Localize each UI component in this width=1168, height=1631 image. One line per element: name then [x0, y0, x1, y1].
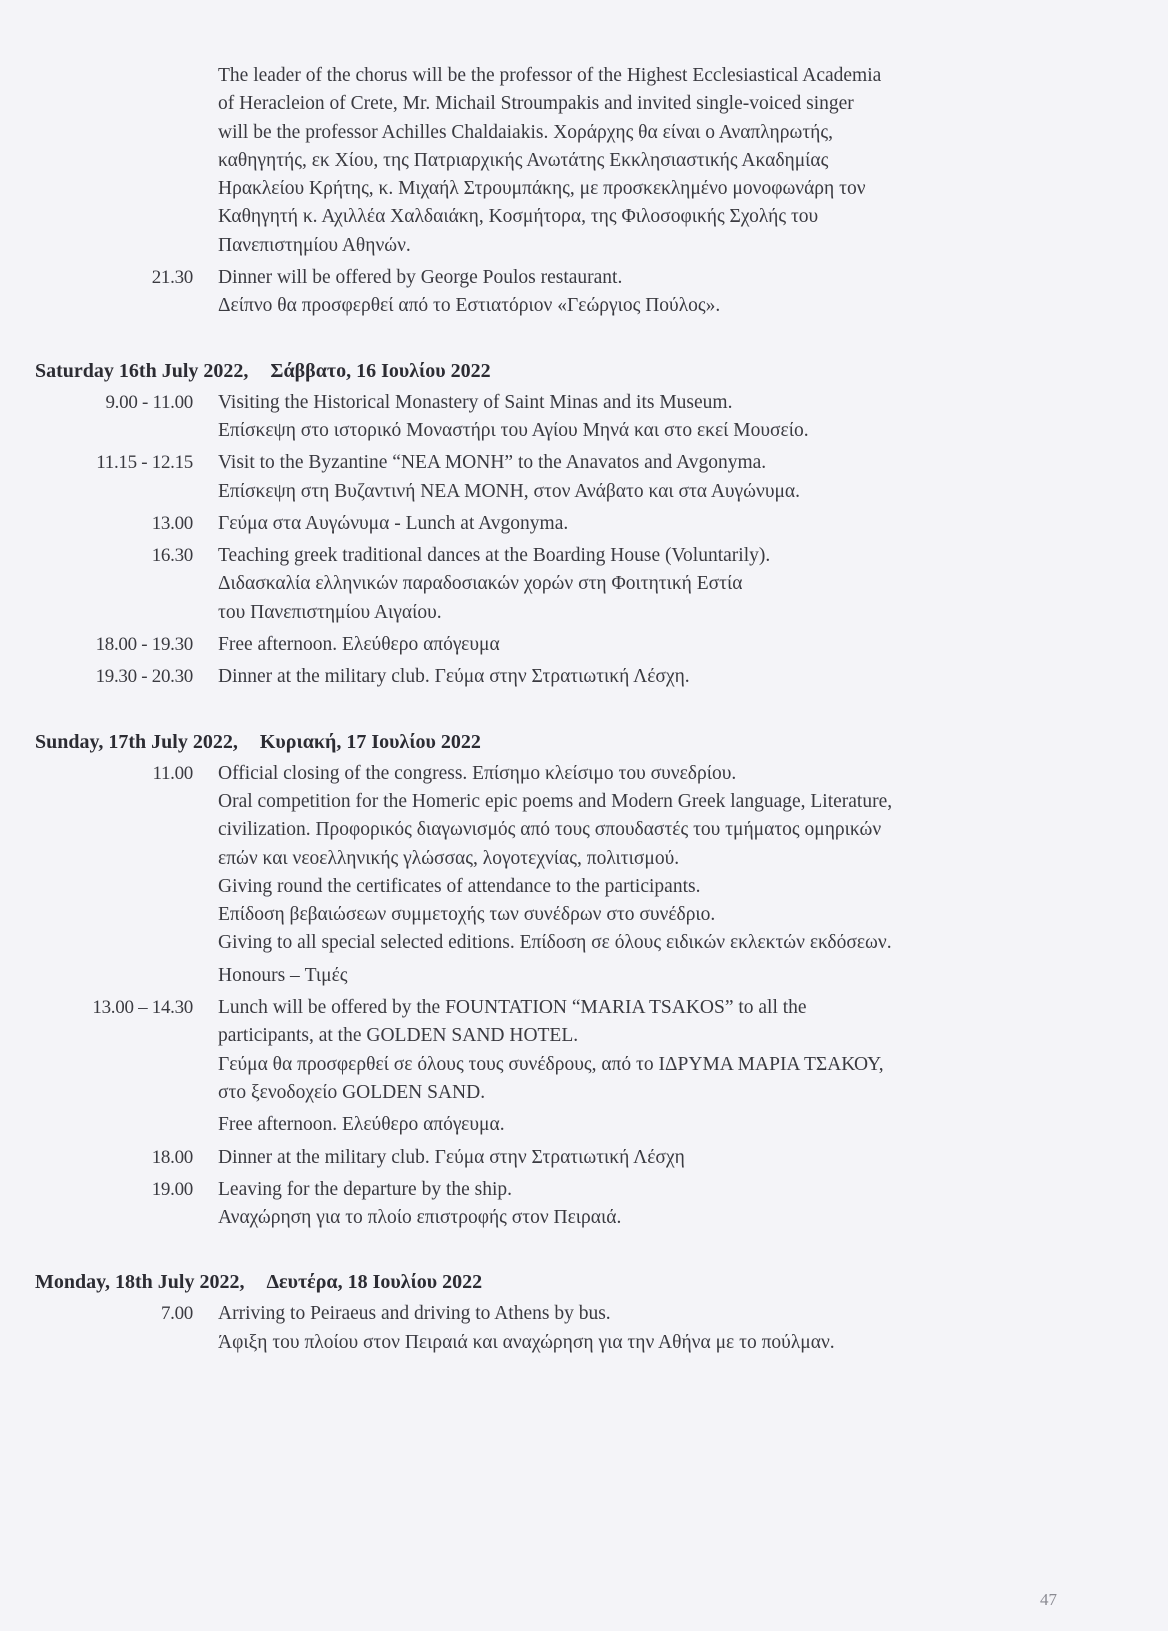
entry-line: Official closing of the congress. Επίσημο κλείσιμο του συνεδρίου. [218, 762, 737, 784]
day-heading-en: Sunday, 17th July 2022, [35, 730, 238, 753]
day-heading-en: Saturday 16th July 2022, [35, 359, 249, 382]
day-section [0, 357, 1168, 692]
entry-line: Honours – Τιμές [218, 964, 348, 986]
day-section [0, 62, 1168, 321]
entry-line: Visit to the Byzantine “NEA MONH” to the Anavatos and Avgonyma. [218, 452, 767, 474]
entry-time: 9.00 - 11.00 [105, 391, 193, 413]
entry-description [218, 62, 1098, 260]
entry-line: Visiting the Historical Monastery of Saint Minas and its Museum. [218, 391, 733, 413]
day-heading [35, 1268, 1168, 1296]
entry-time: 13.00 [151, 512, 193, 534]
entry-time [0, 962, 193, 990]
day-heading-en: Monday, 18th July 2022, [35, 1271, 245, 1294]
entry-line: στο ξενοδοχείο GOLDEN SAND. [218, 1081, 486, 1103]
schedule-entry [0, 62, 1168, 260]
entry-line: Oral competition for the Homeric epic poems and Modern Greek language, Literature, [218, 790, 893, 812]
schedule-entry [0, 542, 1168, 627]
entry-time: 19.00 [151, 1178, 193, 1200]
entry-line: Dinner will be offered by George Poulos restaurant. [218, 267, 623, 289]
schedule-entry [0, 1300, 1168, 1357]
day-heading [35, 357, 1168, 385]
schedule-entry [0, 994, 1168, 1107]
entry-time: 18.00 [151, 1146, 193, 1168]
entry-description [218, 264, 1098, 321]
schedule-entry [0, 510, 1168, 538]
entry-time [0, 1111, 193, 1139]
entry-description [218, 542, 1098, 627]
schedule-entry [0, 760, 1168, 958]
entry-line: του Πανεπιστημίου Αιγαίου. [218, 601, 442, 623]
entry-line: Free afternoon. Ελεύθερο απόγευμα [218, 634, 500, 656]
entry-line: Δείπνο θα προσφερθεί από το Εστιατόριον «Γεώργιος Πούλος». [218, 295, 721, 317]
entry-description [218, 1111, 1098, 1139]
entry-time: 7.00 [160, 1303, 193, 1325]
entry-time: 21.30 [151, 267, 193, 289]
entry-line: Γεύμα στα Αυγώνυμα - Lunch at Avgonyma. [218, 512, 569, 534]
entry-time [0, 62, 193, 260]
entry-line: Πανεπιστημίου Αθηνών. [218, 234, 411, 256]
entry-line: Καθηγητή κ. Αχιλλέα Χαλδαιάκη, Κοσμήτορα, της Φιλοσοφικής Σχολής του [218, 206, 819, 228]
entry-description [218, 1176, 1098, 1233]
entry-line: Γεύμα θα προσφερθεί σε όλους τους συνέδρους, από το ΙΔΡΥΜΑ ΜΑΡΙΑ ΤΣΑΚΟΥ, [218, 1053, 884, 1075]
entry-line: The leader of the chorus will be the professor of the Highest Ecclesiastical Academia [218, 65, 882, 86]
entry-line: Leaving for the departure by the ship. [218, 1178, 513, 1200]
day-heading [35, 728, 1168, 756]
schedule-entry [0, 1144, 1168, 1172]
entry-line: Αναχώρηση για το πλοίο επιστροφής στον Πειραιά. [218, 1207, 622, 1229]
schedule-entry [0, 389, 1168, 446]
entry-line: Διδασκαλία ελληνικών παραδοσιακών χορών στη Φοιτητική Εστία [218, 573, 743, 595]
entry-line: Επίδοση βεβαιώσεων συμμετοχής των συνέδρων στο συνέδριο. [218, 904, 716, 926]
entry-line: Ηρακλείου Κρήτης, κ. Μιχαήλ Στρουμπάκης, με προσκεκλημένο μονοφωνάρη τον [218, 178, 866, 200]
schedule-entry [0, 631, 1168, 659]
entry-line: Free afternoon. Ελεύθερο απόγευμα. [218, 1114, 505, 1136]
entry-time: 18.00 - 19.30 [95, 634, 193, 656]
entry-line: Dinner at the military club. Γεύμα στην Στρατιωτική Λέσχη. [218, 666, 690, 688]
entry-line: καθηγητής, εκ Χίου, της Πατριαρχικής Ανωτάτης Εκκλησιαστικής Ακαδημίας [218, 149, 829, 171]
entry-time: 11.15 - 12.15 [96, 452, 193, 474]
day-heading-gr: Δευτέρα, 18 Ιουλίου 2022 [266, 1271, 483, 1294]
day-heading-gr: Σάββατο, 16 Ιουλίου 2022 [270, 359, 491, 382]
entry-line: Arriving to Peiraeus and driving to Athens by bus. [218, 1303, 611, 1325]
entry-line: will be the professor Achilles Chaldaiakis. Χοράρχης θα είναι ο Αναπληρωτής, [218, 121, 833, 143]
schedule-entry [0, 1111, 1168, 1139]
entry-time: 16.30 [151, 545, 193, 567]
entry-description [218, 449, 1098, 506]
entry-description [218, 1144, 1098, 1172]
entry-line: Lunch will be offered by the FOUNTATION “MARIA TSAKOS” to all the [218, 997, 807, 1019]
entry-description [218, 631, 1098, 659]
day-section [0, 728, 1168, 1233]
schedule-page [0, 58, 1168, 1357]
entry-description [218, 389, 1098, 446]
schedule-entry [0, 663, 1168, 691]
entry-line: Giving to all special selected editions. Επίδοση σε όλους ειδικών εκλεκτών εκδόσεων. [218, 932, 892, 954]
entry-description [218, 994, 1098, 1107]
entry-line: Dinner at the military club. Γεύμα στην Στρατιωτική Λέσχη [218, 1146, 685, 1168]
entry-time: 13.00 – 14.30 [92, 997, 193, 1019]
schedule-entry [0, 1176, 1168, 1233]
entry-line: Άφιξη του πλοίου στον Πειραιά και αναχώρηση για την Αθήνα με το πούλμαν. [218, 1331, 835, 1353]
entry-description [218, 962, 1098, 990]
entry-description [218, 760, 1098, 958]
schedule-entry [0, 449, 1168, 506]
entry-line: of Heracleion of Crete, Mr. Michail Stroumpakis and invited single-voiced singer [218, 93, 854, 115]
entry-line: Giving round the certificates of attendance to the participants. [218, 875, 701, 897]
entry-line: Επίσκεψη στο ιστορικό Μοναστήρι του Αγίου Μηνά και στο εκεί Μουσείο. [218, 419, 809, 441]
entry-description [218, 1300, 1098, 1357]
entry-line: επών και νεοελληνικής γλώσσας, λογοτεχνίας, πολιτισμού. [218, 847, 680, 869]
day-section [0, 1268, 1168, 1357]
entry-line: civilization. Προφορικός διαγωνισμός από τους σπουδαστές του τμήματος ομηρικών [218, 819, 882, 841]
schedule-entry [0, 962, 1168, 990]
entry-line: participants, at the GOLDEN SAND HOTEL. [218, 1025, 579, 1047]
entry-time: 11.00 [152, 762, 193, 784]
entry-line: Επίσκεψη στη Βυζαντινή ΝΕΑ ΜΟΝΗ, στον Ανάβατο και στα Αυγώνυμα. [218, 480, 801, 502]
entry-time: 19.30 - 20.30 [95, 666, 193, 688]
day-heading-gr: Κυριακή, 17 Ιουλίου 2022 [259, 730, 481, 753]
page-number: 47 [1040, 1590, 1057, 1609]
entry-description [218, 510, 1098, 538]
entry-description [218, 663, 1098, 691]
entry-line: Teaching greek traditional dances at the Boarding House (Voluntarily). [218, 545, 771, 567]
schedule-entry [0, 264, 1168, 321]
